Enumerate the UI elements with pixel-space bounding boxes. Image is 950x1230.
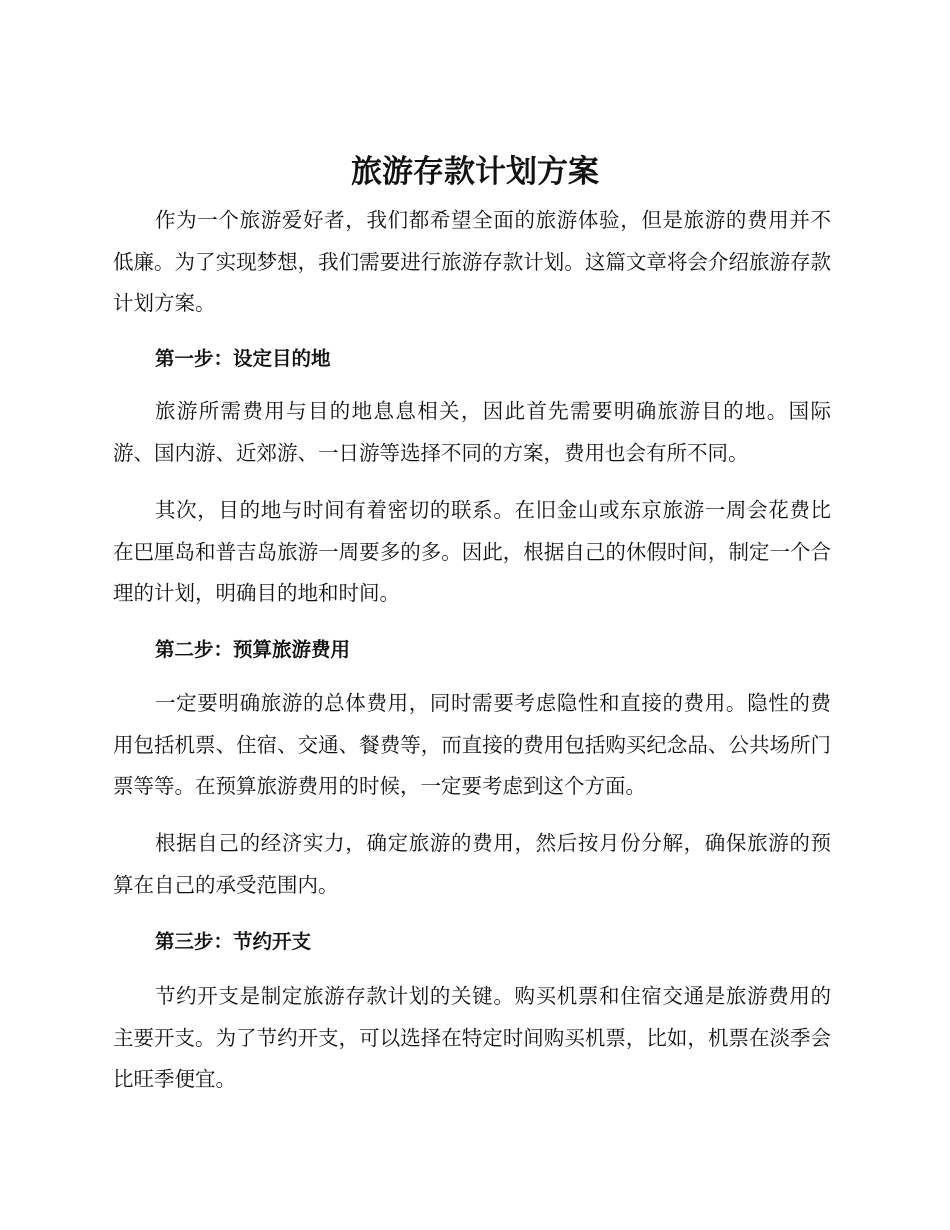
step2-paragraph-1: 一定要明确旅游的总体费用，同时需要考虑隐性和直接的费用。隐性的费用包括机票、住宿、交通、餐费等，而直接的费用包括购买纪念品、公共场所门票等等。在预算旅游费用的时候，一定要考虑到这个方面。 <box>113 691 831 798</box>
step3-heading: 第三步：节约开支 <box>155 930 312 953</box>
step2-heading: 第二步：预算旅游费用 <box>155 638 351 661</box>
step1-heading: 第一步：设定目的地 <box>155 347 331 370</box>
step3-paragraph-1: 节约开支是制定旅游存款计划的关键。购买机票和住宿交通是旅游费用的主要开支。为了节约开支，可以选择在特定时间购买机票，比如，机票在淡季会比旺季便宜。 <box>113 984 831 1091</box>
document-title: 旅游存款计划方案 <box>351 154 599 190</box>
step1-paragraph-2: 其次，目的地与时间有着密切的联系。在旧金山或东京旅游一周会花费比在巴厘岛和普吉岛旅游一周要多的多。因此，根据自己的休假时间，制定一个合理的计划，明确目的地和时间。 <box>113 498 831 605</box>
intro-paragraph: 作为一个旅游爱好者，我们都希望全面的旅游体验，但是旅游的费用并不低廉。为了实现梦想，我们需要进行旅游存款计划。这篇文章将会介绍旅游存款计划方案。 <box>113 208 831 315</box>
step1-paragraph-1: 旅游所需费用与目的地息息相关，因此首先需要明确旅游目的地。国际游、国内游、近郊游、一日游等选择不同的方案，费用也会有所不同。 <box>113 399 831 465</box>
step2-paragraph-2: 根据自己的经济实力，确定旅游的费用，然后按月份分解，确保旅游的预算在自己的承受范围内。 <box>113 831 831 897</box>
